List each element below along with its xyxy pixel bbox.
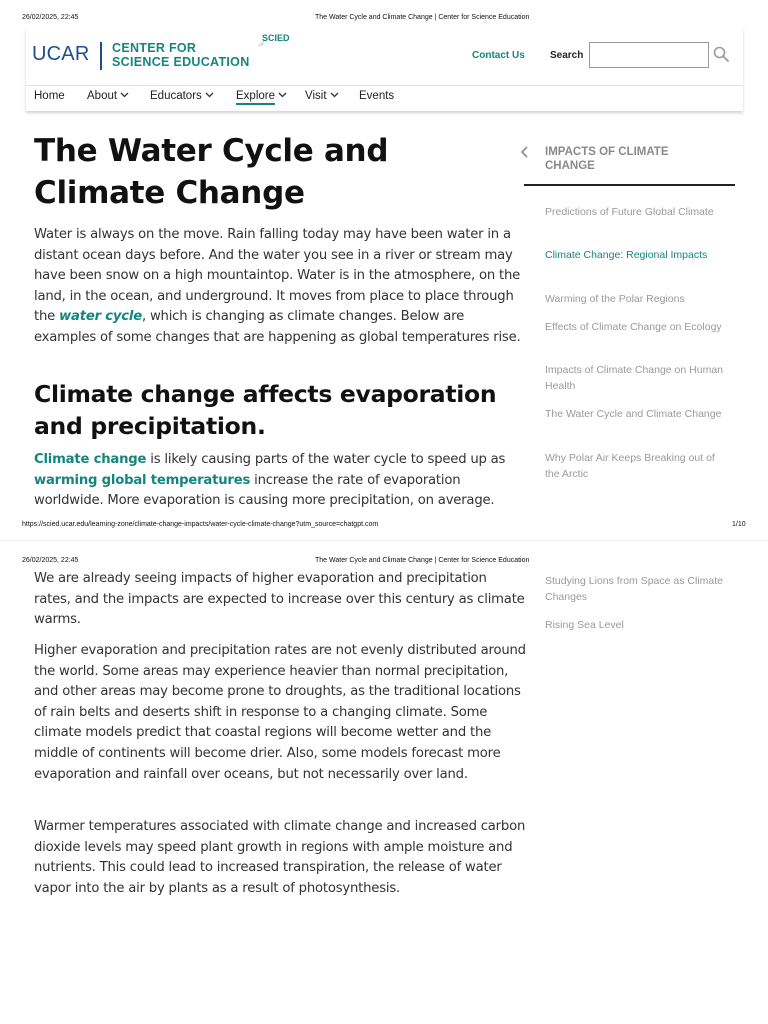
sidebar-item-lions[interactable]: Studying Lions from Space as Climate Changes xyxy=(545,575,724,603)
sidebar-item-sea-level[interactable]: Rising Sea Level xyxy=(545,619,624,631)
nav-explore[interactable] xyxy=(236,90,287,102)
intro-text-2: , which is changing as climate changes. Below are examples of some changes that are happening as global temperatures rise. xyxy=(34,309,521,345)
sidebar-item-polar-air[interactable]: Why Polar Air Keeps Breaking out of the Arctic xyxy=(545,452,715,480)
intro-paragraph xyxy=(34,225,526,349)
logo-divider xyxy=(100,42,102,70)
nav-events-label: Events xyxy=(359,90,395,102)
scied-label: SCIED xyxy=(262,33,290,43)
chevron-left-icon[interactable] xyxy=(520,146,530,158)
p1-text-mid: is likely causing parts of the water cycle to speed up as xyxy=(146,452,506,467)
chevron-down-icon xyxy=(120,92,129,98)
nav-educators[interactable] xyxy=(150,90,214,102)
paragraph-1 xyxy=(34,450,526,512)
p1-text-end: increase the rate of evaporation worldwide. More evaporation is causing more precipitation, on average. xyxy=(34,472,495,509)
sidebar-item-future-climate[interactable]: Predictions of Future Global Climate xyxy=(545,206,714,218)
center-logo[interactable] xyxy=(112,41,250,69)
page-title: The Water Cycle and Climate Change xyxy=(34,133,389,211)
nav-educators-label: Educators xyxy=(150,90,202,102)
print-title: The Water Cycle and Climate Change | Center for Science Education xyxy=(315,14,530,21)
paragraph-2: Higher evaporation and precipitation rates are not evenly distributed around the world. Some areas may experience heavier than normal precipitation, and other areas may become prone to droughts, as the traditional locations of rain belts and deserts shift in response to a changing climate. Some climate models predict that coastal regions will become wetter and the middle of continents will become drier. Also, some models forecast more evaporation and rainfall over oceans, but not necessarily over land. xyxy=(34,643,526,782)
nav-home[interactable] xyxy=(34,90,65,102)
print-url: https://scied.ucar.edu/learning-zone/climate-change-impacts/water-cycle-climate-change?utm_source=chatgpt.com xyxy=(22,521,379,528)
sidebar-divider xyxy=(524,184,735,186)
nav-about-label: About xyxy=(87,90,118,102)
center-logo-line1: CENTER FOR xyxy=(112,41,197,55)
ucar-logo[interactable]: UCAR xyxy=(32,43,90,65)
paragraph-3: Warmer temperatures associated with climate change and increased carbon dioxide levels may speed plant growth in regions with ample moisture and nutrients. This could lead to increased transpiration, the release of water vapor into the air by plants as a result of photosynthesis. xyxy=(34,819,526,896)
print-date-2: 26/02/2025, 22:45 xyxy=(22,557,79,564)
search-label: Search xyxy=(550,50,584,61)
sidebar-item-polar-regions[interactable]: Warming of the Polar Regions xyxy=(545,293,685,305)
sidebar-item-ecology[interactable]: Effects of Climate Change on Ecology xyxy=(545,321,722,333)
section-heading: Climate change affects evaporation and precipitation. xyxy=(34,380,497,440)
search-icon[interactable] xyxy=(713,46,729,62)
nav-events[interactable] xyxy=(359,90,394,102)
search-input[interactable] xyxy=(589,42,709,68)
contact-us-link[interactable]: Contact Us xyxy=(472,50,525,61)
sidebar-item-water-cycle[interactable]: The Water Cycle and Climate Change xyxy=(545,408,722,420)
chevron-down-icon xyxy=(205,92,214,98)
site-header xyxy=(26,28,743,111)
chevron-down-icon xyxy=(278,92,287,98)
page-break xyxy=(0,540,768,541)
center-logo-line2: SCIENCE EDUCATION xyxy=(112,55,250,69)
sidebar-item-human-health[interactable]: Impacts of Climate Change on Human Health xyxy=(545,364,724,392)
intro-text-1: Water is always on the move. Rain falling today may have been water in a distant ocean days before. And the water you see in a river or stream may have been snow on a high mountaintop. Water is in the atmosphere, on the land, in the ocean, and underground. It moves from place to place through the xyxy=(34,227,521,325)
nav-explore-label: Explore xyxy=(236,90,275,105)
chevron-down-icon xyxy=(330,92,339,98)
nav-home-label: Home xyxy=(34,90,65,102)
paragraph-1-continued: We are already seeing impacts of higher evaporation and precipitation rates, and the impacts are expected to increase over this century as climate warms. xyxy=(34,571,525,628)
print-title-2: The Water Cycle and Climate Change | Center for Science Education xyxy=(315,557,530,564)
print-page-number: 1/10 xyxy=(732,521,746,528)
logo-row xyxy=(26,28,743,85)
water-cycle-link[interactable]: water cycle xyxy=(59,309,142,325)
sidebar-item-regional-impacts[interactable]: Climate Change: Regional Impacts xyxy=(545,249,708,261)
sidebar-heading[interactable]: IMPACTS OF CLIMATE CHANGE xyxy=(545,146,669,172)
nav-about[interactable] xyxy=(87,90,129,102)
warming-temperatures-link[interactable]: warming global temperatures xyxy=(34,472,251,488)
main-nav xyxy=(26,86,743,111)
climate-change-link[interactable]: Climate change xyxy=(34,452,147,467)
nav-visit[interactable] xyxy=(305,90,339,102)
print-date: 26/02/2025, 22:45 xyxy=(22,14,79,21)
nav-visit-label: Visit xyxy=(305,90,327,102)
